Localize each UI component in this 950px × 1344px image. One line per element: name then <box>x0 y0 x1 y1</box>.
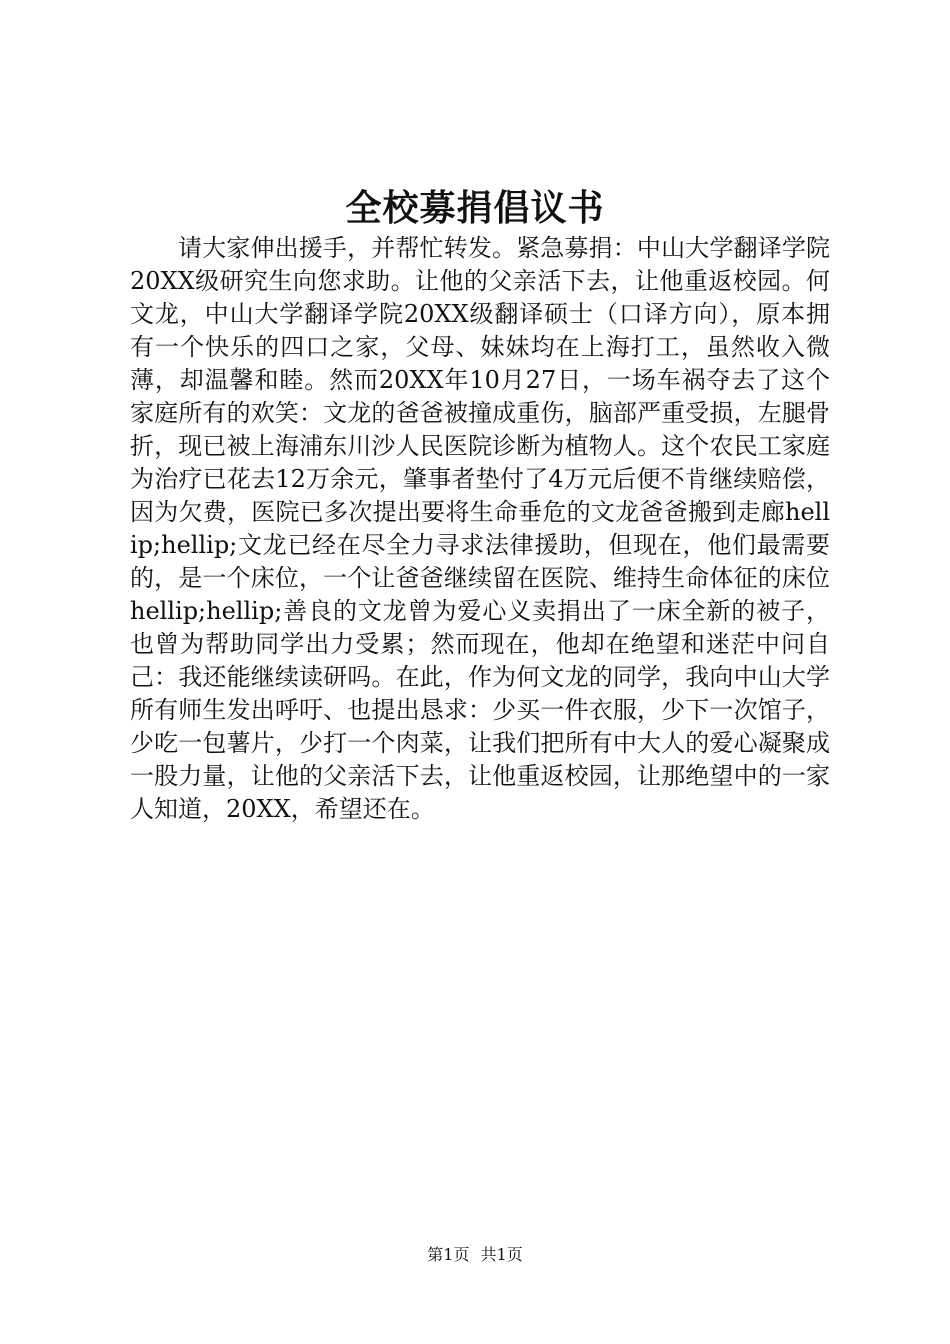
page-title: 全校募捐倡议书 <box>345 187 605 229</box>
body-paragraph: 请大家伸出援手，并帮忙转发。紧急募捐：中山大学翻译学院20XX级研究生向您求助。让他的父亲活下去，让他重返校园。何文龙，中山大学翻译学院20XX级翻译硕士（口译方向），原本拥有一个快乐的四口之家，父母、妹妹均在上海打工，虽然收入微薄，却温馨和睦。然而20XX年10月27日，一场车祸夺去了这个家庭所有的欢笑：文龙的爸爸被撞成重伤，脑部严重受损，左腿骨折，现已被上海浦东川沙人民医院诊断为植物人。这个农民工家庭为治疗已花去12万余元，肇事者垫付了4万元后便不肯继续赔偿，因为欠费，医院已多次提出要将生命垂危的文龙爸爸搬到走廊hellip;hellip;文龙已经在尽全力寻求法律援助，但现在，他们最需要的，是一个床位，一个让爸爸继续留在医院、维持生命体征的床位hellip;hellip;善良的文龙曾为爱心义卖捐出了一床全新的被子，也曾为帮助同学出力受累；然而现在，他却在绝望和迷茫中问自己：我还能继续读研吗。在此，作为何文龙的同学，我向中山大学所有师生发出呼吁、也提出恳求：少买一件衣服，少下一次馆子，少吃一包薯片，少打一个肉菜，让我们把所有中大人的爱心凝聚成一股力量，让他的父亲活下去，让他重返校园，让那绝望中的一家人知道，20XX，希望还在。 <box>130 234 830 823</box>
page-footer: 第1页 共1页 <box>427 1245 523 1264</box>
